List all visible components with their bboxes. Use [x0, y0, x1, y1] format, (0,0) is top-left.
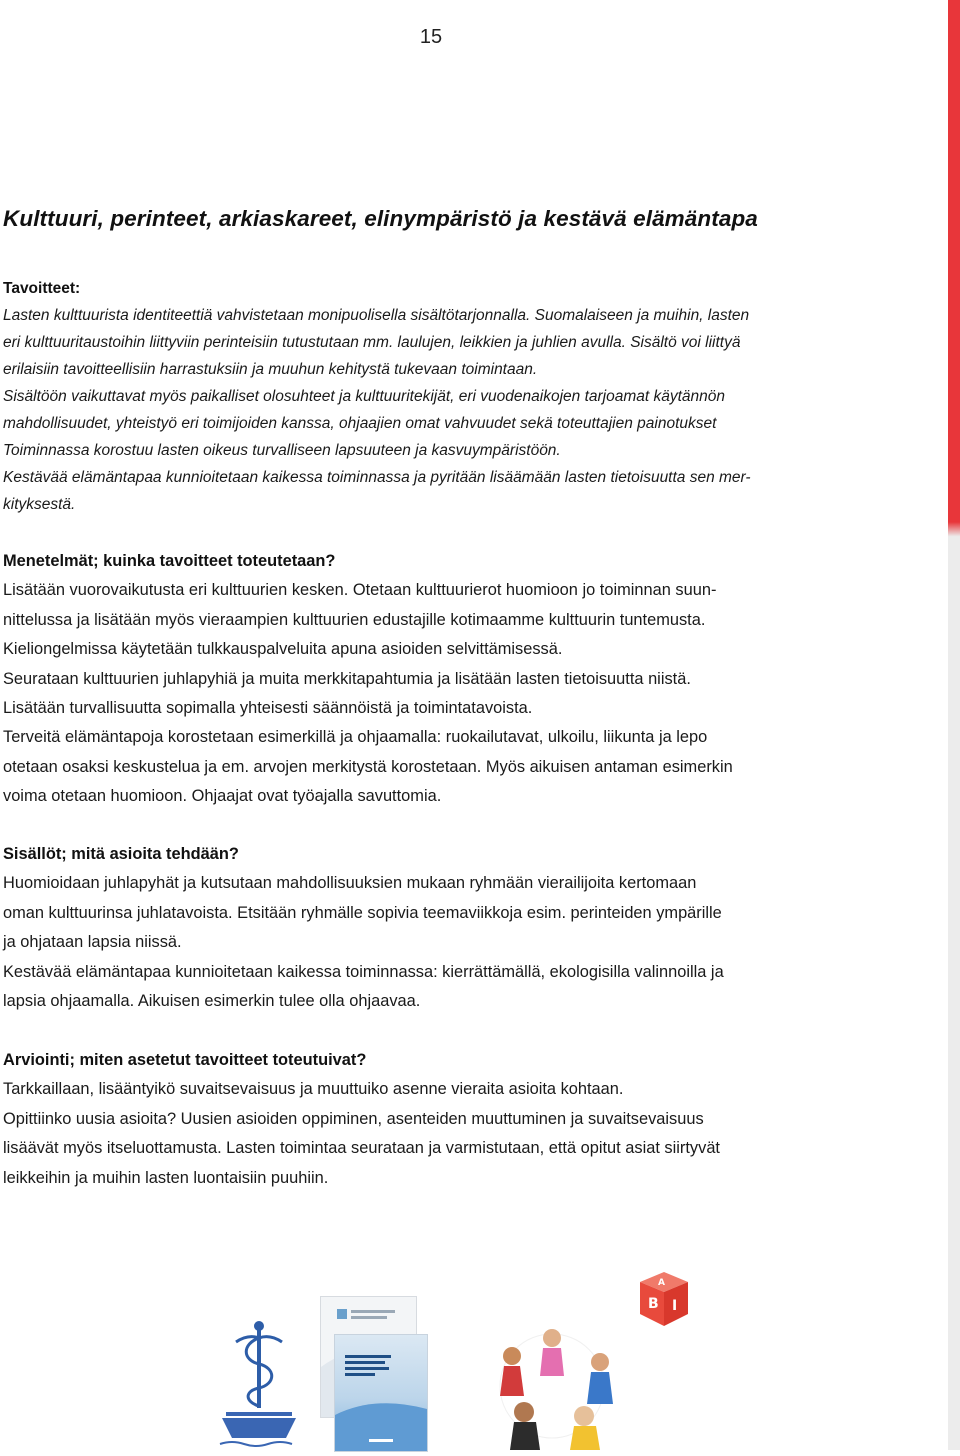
methods-line: voima otetaan huomioon. Ohjaajat ovat työajalla savuttomia.	[3, 787, 442, 806]
methods-heading: Menetelmät; kuinka tavoitteet toteutetaan?	[3, 552, 336, 570]
goals-line: kityksestä.	[3, 496, 76, 513]
evaluation-line: Tarkkaillaan, lisääntyikö suvaitsevaisuus ja muuttuiko asenne vieraita asioita kohtaan.	[3, 1080, 624, 1099]
goals-section	[3, 275, 873, 518]
alphabet-block-icon	[630, 1268, 692, 1330]
evaluation-section	[3, 1046, 873, 1193]
methods-line: Kieliongelmissa käytetään tulkkauspalveluita apuna asioiden selvittämisessä.	[3, 640, 563, 659]
goals-line: Sisältöön vaikuttavat myös paikalliset olosuhteet ja kulttuuritekijät, eri vuodenaikojen tarjoamat käytännön	[3, 388, 726, 405]
goals-heading: Tavoitteet:	[3, 280, 81, 297]
contents-line: ja ohjataan lapsia niissä.	[3, 933, 182, 952]
goals-line: erilaisiin tavoitteellisiin harrastuksiin ja muuhun kehitystä tukevaan toimintaan.	[3, 361, 538, 378]
goals-line: mahdollisuudet, yhteistyö eri toimijoiden kanssa, ohjaajien omat vahvuudet sekä toteuttajien painotukset	[3, 415, 717, 432]
svg-text:I: I	[672, 1298, 678, 1314]
contents-section	[3, 840, 873, 1016]
methods-line: Terveitä elämäntapoja korostetaan esimerkillä ja ohjaamalla: ruokailutavat, ulkoilu, liikunta ja lepo	[3, 728, 708, 747]
children-photo-image	[452, 1316, 652, 1450]
goals-line: eri kulttuuritaustoihin liittyviin perinteisiin tutustutaan mm. laulujen, leikkien ja juhlien avulla. Sisältö voi liittyä	[3, 334, 741, 351]
contents-line: oman kulttuurinsa juhlatavoista. Etsitään ryhmälle sopivia teemaviikkoja esim. perinteiden ympärille	[3, 903, 722, 922]
methods-section	[3, 547, 873, 812]
evaluation-line: Opittiinko uusia asioita? Uusien asioiden oppiminen, asenteiden muuttuminen ja suvaitsevaisuus	[3, 1109, 704, 1128]
methods-line: Seurataan kulttuurien juhlapyhiä ja muita merkkitapahtumia ja lisätään lasten tietoisuutta niistä.	[3, 669, 691, 688]
evaluation-heading: Arviointi; miten asetetut tavoitteet toteutuivat?	[3, 1051, 367, 1069]
goals-line: Lasten kulttuurista identiteettiä vahvistetaan monipuolisella sisältötarjonnalla. Suomalaiseen ja muihin, lasten	[3, 307, 750, 324]
contents-heading: Sisällöt; mitä asioita tehdään?	[3, 845, 239, 863]
goals-line: Kestävää elämäntapaa kunnioitetaan kaikessa toiminnassa ja pyritään lisäämään lasten tietoisuutta sen mer-	[3, 469, 751, 486]
evaluation-line: lisäävät myös itseluottamusta. Lasten toimintaa seurataan ja varmistutaan, että opitut asiat siirtyvät	[3, 1139, 720, 1158]
contents-line: lapsia ohjaamalla. Aikuisen esimerkin tulee olla ohjaavaa.	[3, 992, 421, 1011]
methods-line: Lisätään turvallisuutta sopimalla yhteisesti säännöistä ja toimintatavoista.	[3, 699, 533, 718]
decorative-images	[0, 1268, 960, 1450]
methods-line: Lisätään vuorovaikutusta eri kulttuurien kesken. Otetaan kulttuurierot huomioon jo toiminnan suun-	[3, 581, 717, 600]
methods-line: otetaan osaksi keskustelua ja em. arvojen merkitystä korostetaan. Myös aikuisen antaman esimerkin	[3, 757, 733, 776]
contents-line: Huomioidaan juhlapyhät ja kutsutaan mahdollisuuksien mukaan ryhmään vierailijoita kertomaan	[3, 874, 697, 893]
page-number: 15	[419, 26, 443, 48]
svg-text:A: A	[658, 1278, 665, 1288]
guide-cover-image	[334, 1334, 428, 1452]
emblem-ship-icon	[212, 1316, 306, 1450]
evaluation-line: leikkeihin ja muihin lasten luontaisiin puuhiin.	[3, 1168, 329, 1187]
svg-text:B: B	[648, 1296, 659, 1312]
methods-line: nittelussa ja lisätään myös vieraampien kulttuurien edustajille kotimaamme kulttuurin tuntemusta.	[3, 610, 706, 629]
side-accent-bar	[948, 0, 960, 1450]
page-title: Kulttuuri, perinteet, arkiaskareet, elinympäristö ja kestävä elämäntapa	[3, 206, 758, 231]
goals-line: Toiminnassa korostuu lasten oikeus turvalliseen lapsuuteen ja kasvuympäristöön.	[3, 442, 561, 459]
contents-line: Kestävää elämäntapaa kunnioitetaan kaikessa toiminnassa: kierrättämällä, ekologisilla valinnoilla ja	[3, 962, 724, 981]
